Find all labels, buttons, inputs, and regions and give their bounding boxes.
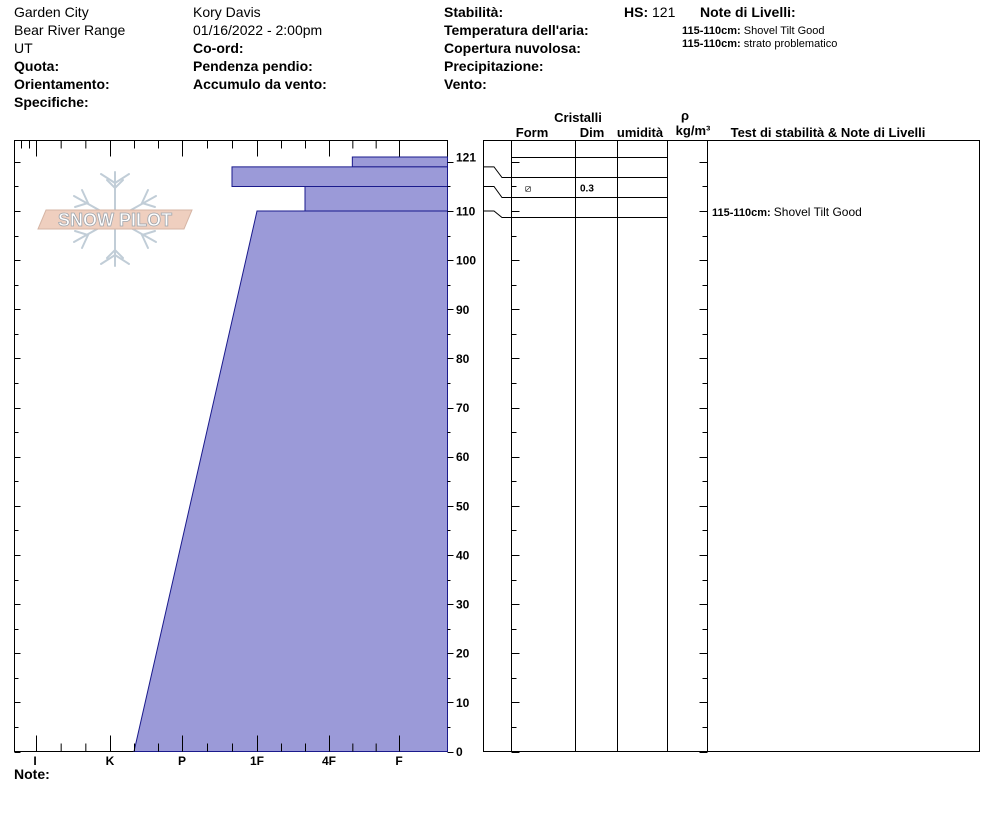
cloud-cover-label: Copertura nuvolosa: <box>444 40 581 56</box>
depth-connector-1 <box>484 167 512 178</box>
wind-label: Vento: <box>444 76 487 92</box>
observation-datetime: 01/16/2022 - 2:00pm <box>193 22 323 38</box>
location: Garden City <box>14 4 89 20</box>
mountain-range: Bear River Range <box>14 22 126 38</box>
depth-label-20: 20 <box>456 646 470 661</box>
state: UT <box>14 40 33 56</box>
moisture-header: umidità <box>616 125 664 140</box>
depth-label-50: 50 <box>456 499 470 514</box>
depth-label-70: 70 <box>456 401 470 416</box>
notes-label: Note: <box>14 766 50 782</box>
hardness-label-1F: 1F <box>249 754 265 768</box>
crystal-form-2: ⧄ <box>524 183 532 195</box>
hardness-layer-3 <box>305 186 448 211</box>
hs-label: HS: <box>624 4 649 20</box>
aspect-label: Orientamento: <box>14 76 110 92</box>
depth-label-30: 30 <box>456 597 470 612</box>
rho-header: ρ <box>680 108 690 123</box>
depth-label-80: 80 <box>456 351 470 366</box>
stability-label: Stabilità: <box>444 4 504 20</box>
depth-label-121: 121 <box>456 150 477 165</box>
depth-connector-3 <box>484 211 512 217</box>
depth-label-110: 110 <box>456 204 476 219</box>
specifics-label: Specifiche: <box>14 94 89 110</box>
precipitation-label: Precipitazione: <box>444 58 544 74</box>
test-note-range: 115-110cm: <box>712 207 774 220</box>
wind-loading-label: Accumulo da vento: <box>193 76 327 92</box>
depth-label-40: 40 <box>456 548 470 563</box>
hardness-label-K: K <box>105 754 115 768</box>
depth-label-10: 10 <box>456 695 470 710</box>
depth-label-100: 100 <box>456 253 477 268</box>
coord-label: Co-ord: <box>193 40 244 56</box>
hardness-layer-1 <box>352 157 447 167</box>
depth-label-0: 0 <box>456 745 463 759</box>
layer-note-1-text: Shovel Tilt Good <box>743 25 825 37</box>
elevation-label: Quota: <box>14 58 60 74</box>
test-note-1 <box>712 205 862 219</box>
slope-label: Pendenza pendio: <box>193 58 313 74</box>
size-header: Dim <box>579 125 605 140</box>
crystal-table-frame <box>484 141 980 752</box>
depth-label-90: 90 <box>456 302 470 317</box>
snow-pilot-logo-text: SNOW PILOT <box>58 210 172 230</box>
layer-notes-title: Note di Livelli: <box>700 4 796 20</box>
hardness-layer-2 <box>232 167 448 187</box>
layer-note-2-range: 115-110cm: <box>682 38 741 50</box>
density-unit-header: kg/m³ <box>675 123 711 138</box>
observer-name: Kory Davis <box>193 4 261 20</box>
layer-note-1-range: 115-110cm: <box>682 25 741 37</box>
crystal-size-2: 0.3 <box>580 183 594 195</box>
hardness-layer-4 <box>134 211 448 751</box>
stability-tests-header: Test di stabilità & Note di Livelli <box>730 125 926 140</box>
hardness-label-F: F <box>395 754 403 768</box>
layer-note-2-text: strato problematico <box>743 38 838 50</box>
form-header: Form <box>515 125 549 140</box>
crystals-header: Cristalli <box>554 110 602 125</box>
hs-value: 121 <box>652 4 676 20</box>
test-note-text: Shovel Tilt Good <box>773 205 862 220</box>
depth-connector-2 <box>484 186 512 197</box>
hardness-label-I: I <box>33 754 37 768</box>
hardness-label-4F: 4F <box>321 754 337 768</box>
air-temp-label: Temperatura dell'aria: <box>444 22 589 38</box>
hardness-label-P: P <box>177 754 187 768</box>
depth-label-60: 60 <box>456 450 470 465</box>
